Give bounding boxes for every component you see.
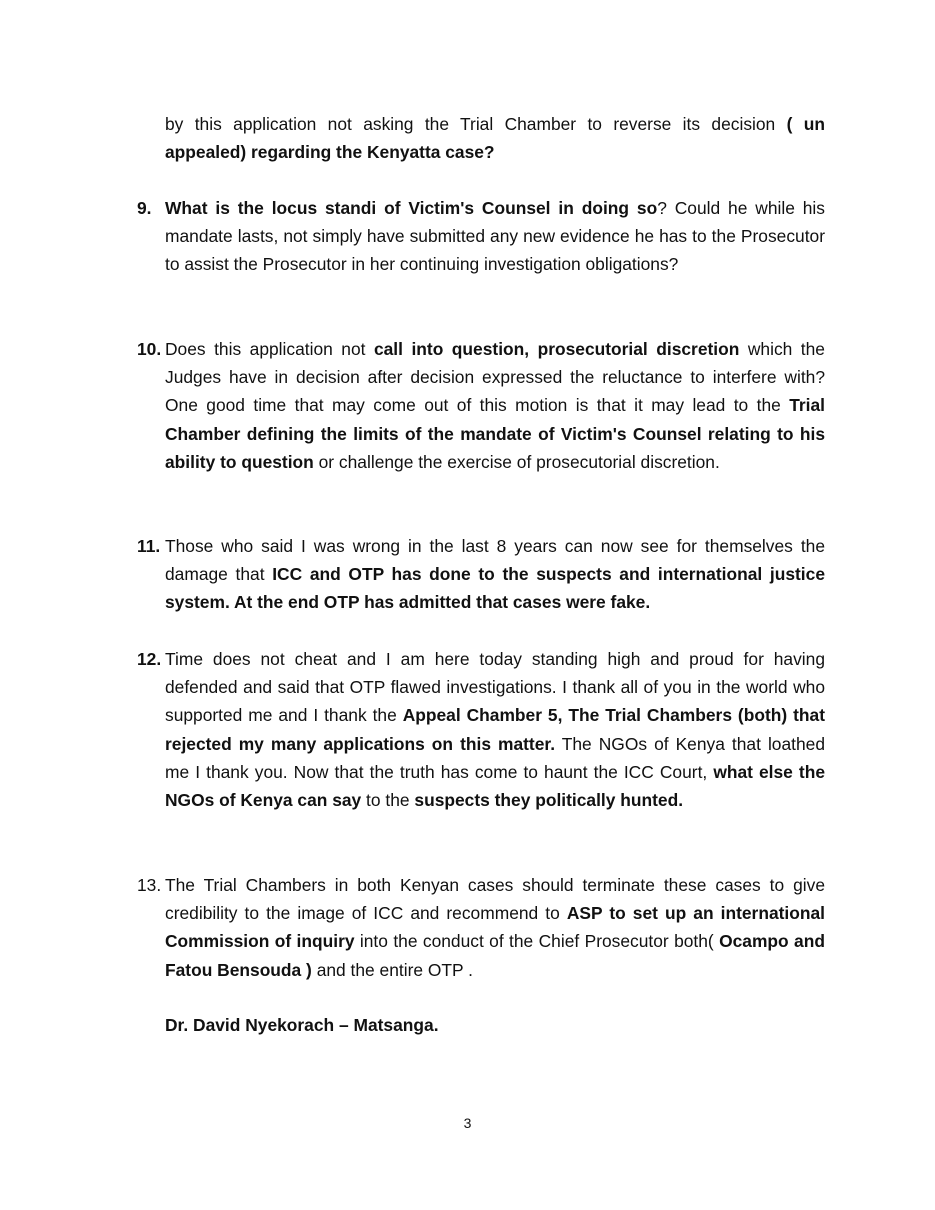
bold-run: ICC and OTP has done to the suspects and international justice system. At the end OTP has admitted that cases were fake.	[165, 564, 825, 613]
bold-run: what else the NGOs of Kenya can say	[165, 761, 825, 811]
item-number: 10.	[137, 339, 162, 359]
bold-run: call into question, prosecutorial discretion	[373, 339, 740, 359]
text-run: and the entire OTP .	[311, 959, 473, 980]
text-run: ? Could he while his mandate lasts, not simply have submitted any new evidence he has to the Prosecutor to assist the Prosecutor in her continuing investigation obligations?	[165, 198, 825, 275]
bold-run: Trial Chamber defining the limits of the mandate of Victim's Counsel relating to his ability to question	[165, 395, 825, 472]
text-run: to the	[361, 790, 415, 811]
paragraph-13	[137, 871, 825, 984]
bold-run: Ocampo and Fatou Bensouda )	[165, 931, 825, 980]
signature: Dr. David Nyekorach – Matsanga.	[165, 1015, 439, 1035]
paragraph-11	[137, 532, 825, 617]
text-run: Does this application not	[165, 339, 374, 359]
page-number: 3	[463, 1115, 472, 1131]
bold-run: What is the locus standi of Victim's Counsel in doing so	[165, 198, 658, 218]
text-run: Time does not cheat and I am here today standing high and proud for having defended and said that OTP flawed investigations. I thank all of you in the world who supported me and I thank the	[165, 649, 825, 726]
paragraph-9	[137, 194, 825, 279]
paragraph-12	[137, 645, 825, 814]
bold-run: suspects they politically hunted.	[414, 790, 684, 811]
bold-run: ASP to set up an international Commission of inquiry	[165, 903, 825, 952]
bold-run: Appeal Chamber 5, The Trial Chambers (both) that rejected my many applications on this matter.	[165, 705, 825, 754]
text-run: into the conduct of the Chief Prosecutor both(	[354, 931, 720, 952]
text-run: or challenge the exercise of prosecutorial discretion.	[313, 451, 720, 472]
text-run: The Trial Chambers in both Kenyan cases should terminate these cases to give credibility to the image of ICC and recommend to	[165, 875, 825, 924]
item-number: 9.	[137, 198, 152, 218]
paragraph-10	[137, 335, 825, 476]
text-run: The NGOs of Kenya that loathed me I thank you. Now that the truth has come to haunt the ICC Court,	[165, 733, 825, 782]
item-number: 13.	[137, 875, 162, 895]
paragraph-8-continuation	[165, 110, 825, 166]
text-run: Those who said I was wrong in the last 8 years can now see for themselves the damage that	[165, 536, 825, 585]
item-number: 11.	[137, 536, 161, 556]
item-number: 12.	[137, 649, 162, 669]
text-run: which the Judges have in decision after decision expressed the reluctance to interfere with? One good time that may come out of this motion is that it may lead to the	[165, 339, 825, 416]
text-run: by this application not asking the Trial Chamber to reverse its decision	[165, 114, 787, 134]
bold-run: ( un appealed) regarding the Kenyatta case?	[165, 114, 825, 163]
